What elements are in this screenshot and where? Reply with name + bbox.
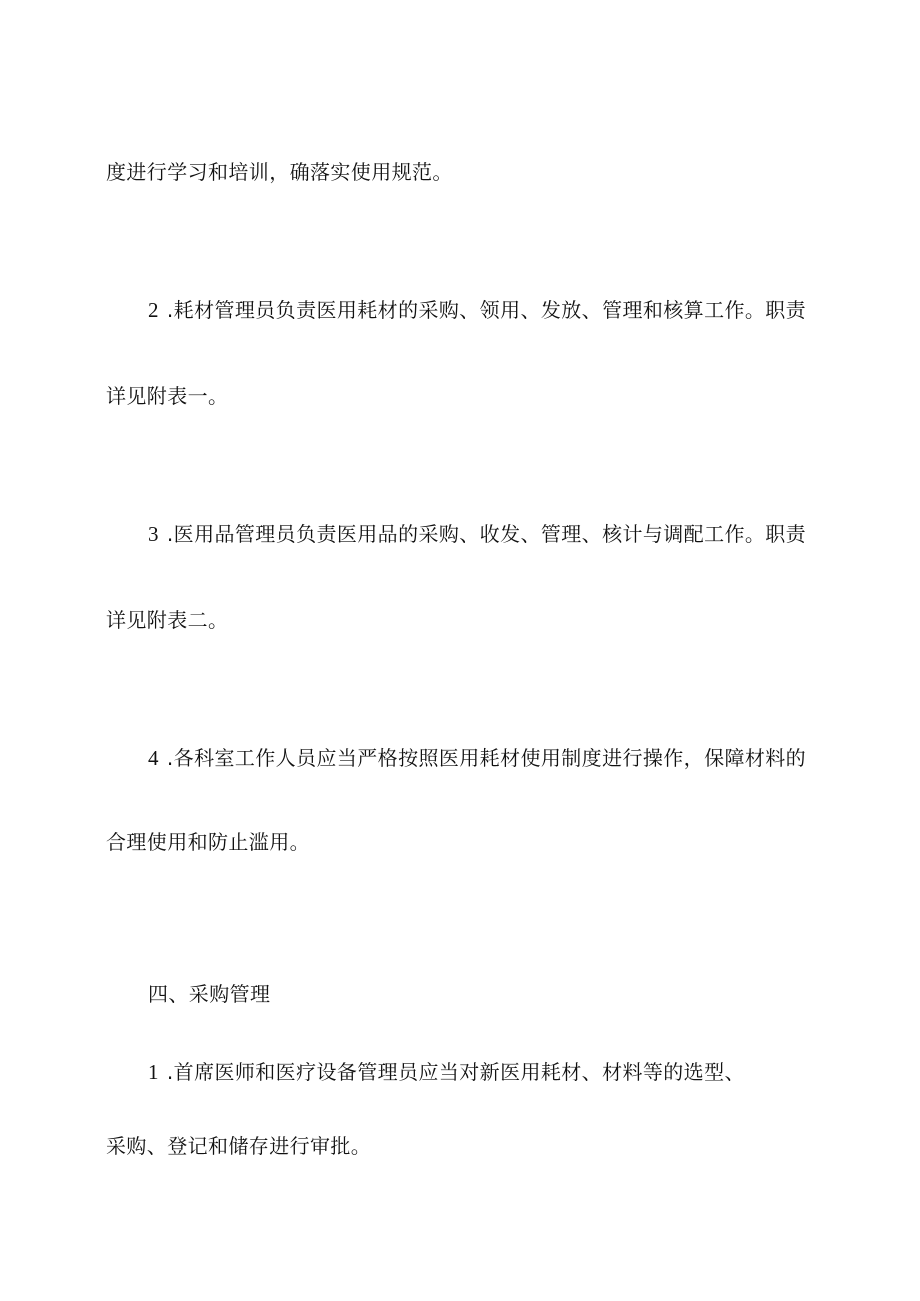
list-item-text: .各科室工作人员应当严格按照医用耗材使用制度进行操作，保障材料的 — [166, 746, 807, 770]
list-number: 2 — [148, 298, 159, 322]
paragraph-continuation: 度进行学习和培训，确落实使用规范。 — [106, 160, 453, 184]
section-heading: 四、采购管理 — [148, 982, 271, 1006]
list-item-3 — [148, 520, 806, 548]
list-number: 4 — [148, 746, 159, 770]
list-item-text: .医用品管理员负责医用品的采购、收发、管理、核计与调配工作。职责 — [166, 522, 807, 546]
list-item-4-continuation: 合理使用和防止滥用。 — [106, 830, 310, 854]
list-item-text: .首席医师和医疗设备管理员应当对新医用耗材、材料等的选型、 — [166, 1060, 745, 1084]
section-4-list-item-1-continuation: 采购、登记和储存进行审批。 — [106, 1134, 372, 1158]
list-item-2 — [148, 296, 806, 324]
section-4-list-item-1 — [148, 1058, 745, 1086]
list-item-3-continuation: 详见附表二。 — [106, 608, 229, 632]
list-item-2-continuation: 详见附表一。 — [106, 384, 229, 408]
list-item-4 — [148, 744, 806, 772]
list-number: 1 — [148, 1060, 159, 1084]
list-item-text: .耗材管理员负责医用耗材的采购、领用、发放、管理和核算工作。职责 — [166, 298, 807, 322]
list-number: 3 — [148, 522, 159, 546]
